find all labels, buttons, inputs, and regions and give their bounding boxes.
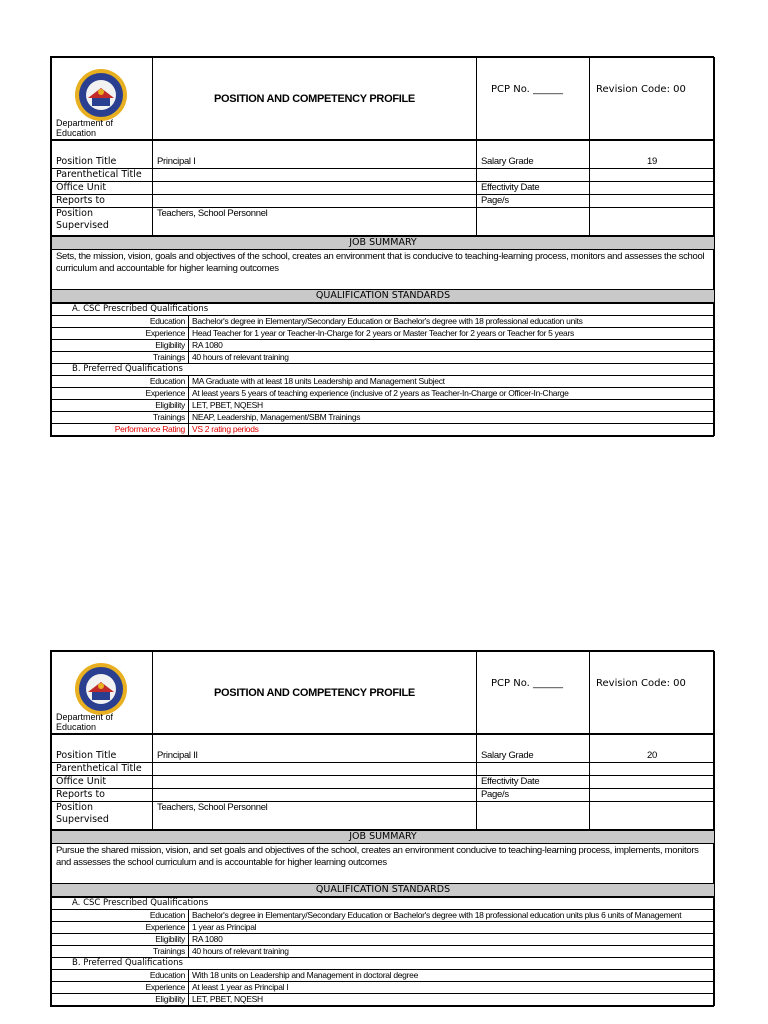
performance-rating-label: Performance Rating [52, 424, 189, 436]
pages-value [590, 195, 715, 208]
table-row: Education Bachelor's degree in Elementary/Secondary Education or Bachelor's degree with 18 professional education units [52, 316, 715, 328]
profile-principal-1 [50, 56, 714, 437]
blank-cell [590, 169, 715, 182]
qualifications-table [51, 303, 715, 436]
position-title-value: Principal I [153, 141, 477, 169]
table-row: Experience 1 year as Principal [52, 922, 715, 934]
logo-cell [52, 58, 153, 140]
salary-grade-value: 19 [590, 141, 715, 169]
position-supervised-label: Position Supervised [52, 208, 153, 236]
table-row: Eligibility RA 1080 [52, 934, 715, 946]
info-table [51, 734, 715, 830]
info-table [51, 140, 715, 236]
pages-label: Page/s [477, 195, 590, 208]
document-title: POSITION AND COMPETENCY PROFILE [153, 58, 477, 140]
table-row: Eligibility RA 1080 [52, 340, 715, 352]
revision-code: Revision Code: 00 [590, 652, 715, 734]
effectivity-date-label: Effectivity Date [477, 776, 590, 789]
blank-cell [590, 802, 715, 830]
salary-grade-label: Salary Grade [477, 735, 590, 763]
office-unit-label: Office Unit [52, 776, 153, 789]
preferred-qualifications-header: B. Preferred Qualifications [52, 958, 715, 970]
job-summary-text: Pursue the shared mission, vision, and set goals and objectives of the school, creates an environment conducive to teaching-learning process, implements, monitors and assesses the school curriculum and is accountable for higher learning outcomes [52, 844, 715, 884]
job-summary-header: JOB SUMMARY [52, 237, 715, 250]
department-name: Department of Education [56, 118, 114, 138]
table-row: Education MA Graduate with at least 18 units Leadership and Management Subject [52, 376, 715, 388]
header-table [51, 57, 715, 140]
position-supervised-label: Position Supervised [52, 802, 153, 830]
profile-principal-2 [50, 650, 714, 1007]
job-summary-header: JOB SUMMARY [52, 831, 715, 844]
summary-table [51, 830, 715, 897]
parenthetical-title-value [153, 169, 477, 182]
table-row: Experience Head Teacher for 1 year or Teacher-In-Charge for 2 years or Master Teacher for 2 years or Teacher for 5 years [52, 328, 715, 340]
summary-table [51, 236, 715, 303]
position-title-value: Principal II [153, 735, 477, 763]
pcp-number: PCP No. ______ [477, 58, 590, 140]
revision-code: Revision Code: 00 [590, 58, 715, 140]
position-supervised-value: Teachers, School Personnel [153, 208, 477, 236]
logo-cell [52, 652, 153, 734]
qualification-standards-header: QUALIFICATION STANDARDS [52, 884, 715, 897]
effectivity-date-value [590, 182, 715, 195]
parenthetical-title-label: Parenthetical Title [52, 169, 153, 182]
csc-qualifications-header: A. CSC Prescribed Qualifications [52, 898, 715, 910]
blank-cell [477, 208, 590, 236]
pcp-number: PCP No. ______ [477, 652, 590, 734]
deped-seal-icon [74, 68, 128, 122]
reports-to-value [153, 195, 477, 208]
parenthetical-title-value [153, 763, 477, 776]
table-row [52, 424, 715, 436]
position-title-label: Position Title [52, 735, 153, 763]
reports-to-label: Reports to [52, 195, 153, 208]
table-row: Experience At least years 5 years of teaching experience (inclusive of 2 years as Teacher-In-Charge or Officer-In-Charge [52, 388, 715, 400]
header-table [51, 651, 715, 734]
table-row: Trainings NEAP, Leadership, Management/SBM Trainings [52, 412, 715, 424]
csc-qualifications-header: A. CSC Prescribed Qualifications [52, 304, 715, 316]
blank-cell [590, 208, 715, 236]
reports-to-label: Reports to [52, 789, 153, 802]
performance-rating-value: VS 2 rating periods [189, 424, 715, 436]
office-unit-value [153, 776, 477, 789]
qualifications-table [51, 897, 715, 1006]
blank-cell [477, 763, 590, 776]
reports-to-value [153, 789, 477, 802]
blank-cell [477, 169, 590, 182]
effectivity-date-label: Effectivity Date [477, 182, 590, 195]
qualification-standards-header: QUALIFICATION STANDARDS [52, 290, 715, 303]
position-title-label: Position Title [52, 141, 153, 169]
job-summary-text: Sets, the mission, vision, goals and objectives of the school, creates an environment that is conducive to teaching-learning process, monitors and assesses the school curriculum and accountable for higher learning outcomes [52, 250, 715, 290]
table-row: Eligibility LET, PBET, NQESH [52, 400, 715, 412]
office-unit-value [153, 182, 477, 195]
department-name: Department of Education [56, 712, 114, 732]
table-row: Trainings 40 hours of relevant training [52, 946, 715, 958]
table-row: Education With 18 units on Leadership and Management in doctoral degree [52, 970, 715, 982]
blank-cell [477, 802, 590, 830]
parenthetical-title-label: Parenthetical Title [52, 763, 153, 776]
blank-cell [590, 763, 715, 776]
salary-grade-value: 20 [590, 735, 715, 763]
table-row: Education Bachelor's degree in Elementary/Secondary Education or Bachelor's degree with 18 professional education units plus 6 units of Management [52, 910, 715, 922]
effectivity-date-value [590, 776, 715, 789]
office-unit-label: Office Unit [52, 182, 153, 195]
preferred-qualifications-header: B. Preferred Qualifications [52, 364, 715, 376]
pages-value [590, 789, 715, 802]
table-row: Experience At least 1 year as Principal I [52, 982, 715, 994]
table-row: Trainings 40 hours of relevant training [52, 352, 715, 364]
salary-grade-label: Salary Grade [477, 141, 590, 169]
table-row: Eligibility LET, PBET, NQESH [52, 994, 715, 1006]
deped-seal-icon [74, 662, 128, 716]
document-title: POSITION AND COMPETENCY PROFILE [153, 652, 477, 734]
pages-label: Page/s [477, 789, 590, 802]
position-supervised-value: Teachers, School Personnel [153, 802, 477, 830]
